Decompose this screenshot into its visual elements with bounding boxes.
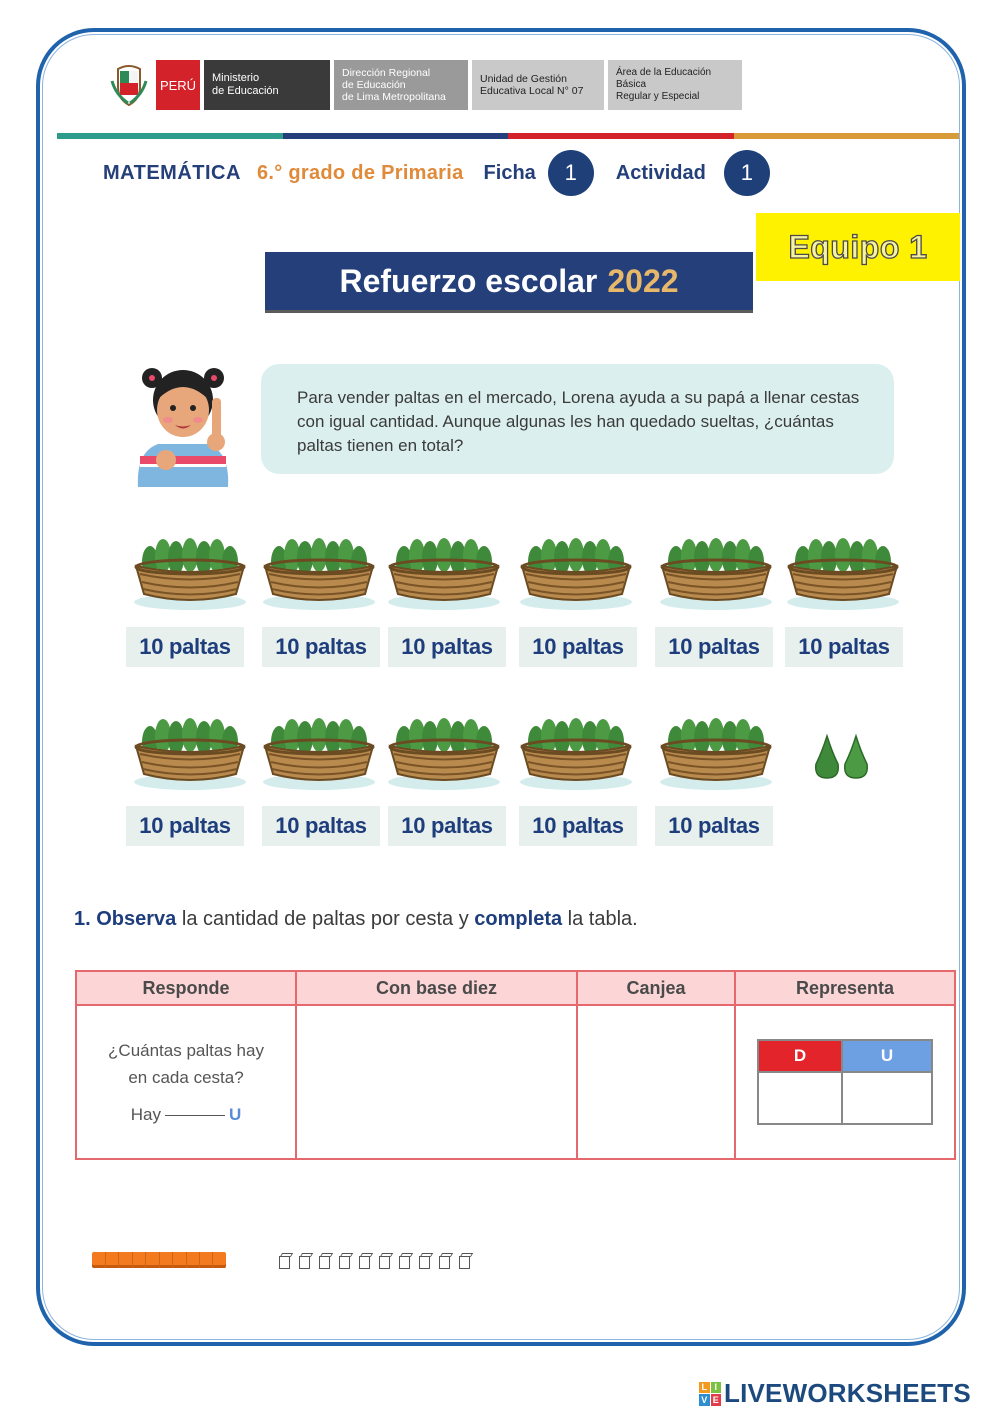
canjea-cell[interactable] (577, 1005, 735, 1159)
basket-icon (132, 522, 248, 612)
question-line-2: en cada cesta? (128, 1067, 244, 1087)
instruction-text (74, 908, 638, 931)
question-cell (76, 1005, 296, 1159)
subject-row (103, 150, 770, 196)
basket-label: 10 paltas (519, 627, 637, 667)
team-label: Equipo 1 (788, 228, 928, 265)
unit-cube-icon[interactable] (379, 1256, 390, 1269)
unit-cube-icon[interactable] (459, 1256, 470, 1269)
basket-label: 10 paltas (785, 627, 903, 667)
answer-blank[interactable] (165, 1114, 225, 1116)
peru-logo: PERÚ (156, 60, 200, 110)
unit-cube-icon[interactable] (419, 1256, 430, 1269)
instruction-verb-completa: completa (474, 908, 563, 930)
tens-cell[interactable] (759, 1073, 843, 1123)
unit-label: U (228, 1104, 242, 1124)
basket-icon (658, 702, 774, 792)
header-responde: Responde (76, 971, 296, 1005)
team-label-box (756, 213, 960, 281)
basket-label: 10 paltas (126, 806, 244, 846)
problem-text: Para vender paltas en el mercado, Lorena ayuda a su papá a llenar cestas con igual cantidad. Aunque algunas les han quedado sueltas, ¿cuántas paltas tienen en total? (297, 388, 860, 455)
title-banner (265, 252, 753, 310)
basket-label: 10 paltas (388, 627, 506, 667)
header-canjea: Canjea (577, 971, 735, 1005)
banner-text: Refuerzo escolar (339, 262, 598, 299)
header-representa: Representa (735, 971, 955, 1005)
unit-cubes (279, 1256, 470, 1269)
ficha-label: Ficha (483, 161, 536, 184)
base-ten-cell[interactable] (296, 1005, 577, 1159)
liveworksheets-logo (699, 1378, 971, 1409)
basket-icon (658, 522, 774, 612)
instruction-number: 1. (74, 908, 91, 930)
basket-icon (518, 522, 634, 612)
place-value-header (759, 1041, 931, 1071)
color-bar-segment (508, 133, 734, 139)
basket-icon (261, 522, 377, 612)
unit-cube-icon[interactable] (359, 1256, 370, 1269)
ficha-number: 1 (548, 150, 594, 196)
instruction-verb-observa: Observa (96, 908, 177, 930)
unit-cube-icon[interactable] (299, 1256, 310, 1269)
dre-logo: Dirección Regional de Educación de Lima Metropolitana (334, 60, 468, 110)
grade-label: 6.° grado de Primaria (256, 161, 464, 184)
loose-avocados-icon (812, 732, 872, 780)
basket-icon (386, 522, 502, 612)
basket-icon (132, 702, 248, 792)
actividad-number: 1 (724, 150, 770, 196)
liveworksheets-mark-icon: L I V E (699, 1382, 721, 1406)
basket-icon (518, 702, 634, 792)
peru-shield-icon (110, 63, 148, 107)
basket-label: 10 paltas (655, 627, 773, 667)
answer-table (75, 970, 956, 1160)
tens-header: D (759, 1041, 843, 1071)
unit-cube-icon[interactable] (399, 1256, 410, 1269)
subject-title: MATEMÁTICA (103, 161, 241, 184)
basket-icon (386, 702, 502, 792)
basket-icon (261, 702, 377, 792)
color-bar-segment (283, 133, 509, 139)
ministry-logo: Ministerio de Educación (204, 60, 330, 110)
basket-label: 10 paltas (388, 806, 506, 846)
unit-cube-icon[interactable] (439, 1256, 450, 1269)
area-logo: Área de la Educación Básica Regular y Especial (608, 60, 742, 110)
color-bar-segment (734, 133, 960, 139)
unit-cube-icon[interactable] (319, 1256, 330, 1269)
ugel-logo: Unidad de Gestión Educativa Local N° 07 (472, 60, 604, 110)
basket-label: 10 paltas (655, 806, 773, 846)
basket-label: 10 paltas (519, 806, 637, 846)
actividad-label: Actividad (615, 161, 706, 184)
basket-label: 10 paltas (126, 627, 244, 667)
unit-cube-icon[interactable] (339, 1256, 350, 1269)
place-value-chart (757, 1039, 933, 1125)
girl-illustration (128, 352, 238, 487)
basket-label: 10 paltas (262, 627, 380, 667)
hay-label: Hay (130, 1104, 161, 1124)
color-bar-segment (57, 133, 283, 139)
base-ten-rod-icon[interactable] (92, 1252, 226, 1268)
representa-cell (735, 1005, 955, 1159)
banner-year: 2022 (607, 262, 679, 299)
units-header: U (843, 1041, 931, 1071)
instruction-middle: la cantidad de paltas por cesta y (181, 908, 469, 930)
basket-icon (785, 522, 901, 612)
problem-bubble (261, 364, 894, 474)
unit-cube-icon[interactable] (279, 1256, 290, 1269)
header-color-bar (57, 133, 959, 139)
question-line-1: ¿Cuántas paltas hay (108, 1040, 264, 1060)
basket-label: 10 paltas (262, 806, 380, 846)
place-value-body (759, 1071, 931, 1123)
instruction-end: la tabla. (567, 908, 638, 930)
liveworksheets-brand: LIVEWORKSHEETS (724, 1378, 971, 1408)
hay-answer (78, 1101, 294, 1128)
header-logos (110, 60, 742, 110)
header-con-base-diez: Con base diez (296, 971, 577, 1005)
